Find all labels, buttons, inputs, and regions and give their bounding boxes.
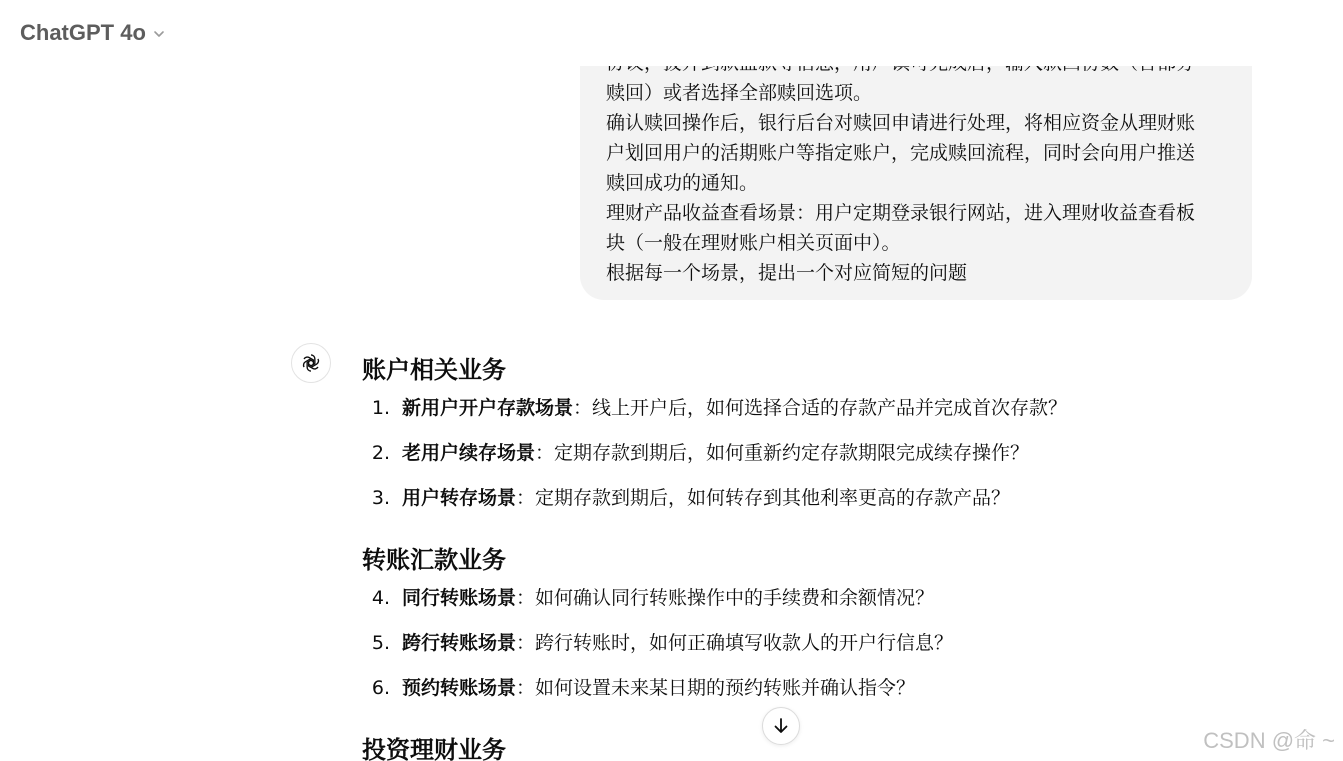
question-text: ：跨行转账时，如何正确填写收款人的开户行信息？: [516, 632, 954, 654]
user-message-line: 根据每一个场景，提出一个对应简短的问题: [606, 262, 968, 284]
list-item: [362, 435, 1242, 480]
user-message-line: 赎回）或者选择全部赎回选项。: [606, 82, 873, 104]
list-item: [362, 625, 1242, 670]
openai-logo-icon: [300, 352, 322, 374]
question-text: ：定期存款到期后，如何转存到其他利率更高的存款产品？: [516, 487, 1011, 509]
question-list: [362, 580, 1242, 715]
watermark: CSDN @命 ~: [1203, 728, 1335, 753]
question-text: ：如何确认同行转账操作中的手续费和余额情况？: [516, 587, 935, 609]
user-message-line: 确认赎回操作后，银行后台对赎回申请进行处理，将相应资金从理财账: [606, 112, 1196, 134]
model-switcher-button[interactable]: [12, 14, 174, 52]
list-number: 4.: [371, 587, 390, 609]
user-message-line: 赎回成功的通知。: [606, 172, 759, 194]
scenario-title: 同行转账场景: [402, 587, 517, 609]
question-text: ：线上开户后，如何选择合适的存款产品并完成首次存款？: [573, 397, 1068, 419]
list-item: [362, 390, 1242, 435]
scroll-to-bottom-button[interactable]: [762, 707, 800, 745]
scenario-title: 预约转账场景: [402, 677, 517, 699]
assistant-message: [362, 350, 1242, 761]
user-message-bubble: [580, 30, 1252, 300]
arrow-down-icon: [771, 716, 791, 736]
scenario-title: 跨行转账场景: [402, 632, 517, 654]
list-number: 6.: [371, 677, 390, 699]
user-message-line: 块（一般在理财账户相关页面中）。: [606, 232, 901, 254]
user-message-line: 理财产品收益查看场景：用户定期登录银行网站，进入理财收益查看板: [606, 202, 1196, 224]
model-name: ChatGPT 4o: [20, 20, 146, 45]
scenario-title: 用户转存场景: [402, 487, 517, 509]
list-number: 3.: [371, 487, 390, 509]
question-list: [362, 390, 1242, 525]
list-number: 5.: [371, 632, 390, 654]
section-heading: 投资理财业务: [362, 736, 506, 761]
list-item: [362, 480, 1242, 525]
list-number: 2.: [371, 442, 390, 464]
user-message-line: 户划回用户的活期账户等指定账户，完成赎回流程，同时会向用户推送: [606, 142, 1196, 164]
top-header: [0, 0, 1343, 66]
chevron-down-icon: [152, 27, 166, 41]
section-heading: 账户相关业务: [362, 356, 506, 384]
section-heading: 转账汇款业务: [362, 546, 506, 574]
list-item: [362, 580, 1242, 625]
question-text: ：如何设置未来某日期的预约转账并确认指令？: [516, 677, 916, 699]
list-number: 1.: [371, 397, 390, 419]
scenario-title: 老用户续存场景: [402, 442, 536, 464]
assistant-avatar: [291, 343, 331, 383]
question-text: ：定期存款到期后，如何重新约定存款期限完成续存操作？: [535, 442, 1030, 464]
list-item: [362, 670, 1242, 715]
scenario-title: 新用户开户存款场景: [402, 397, 574, 419]
